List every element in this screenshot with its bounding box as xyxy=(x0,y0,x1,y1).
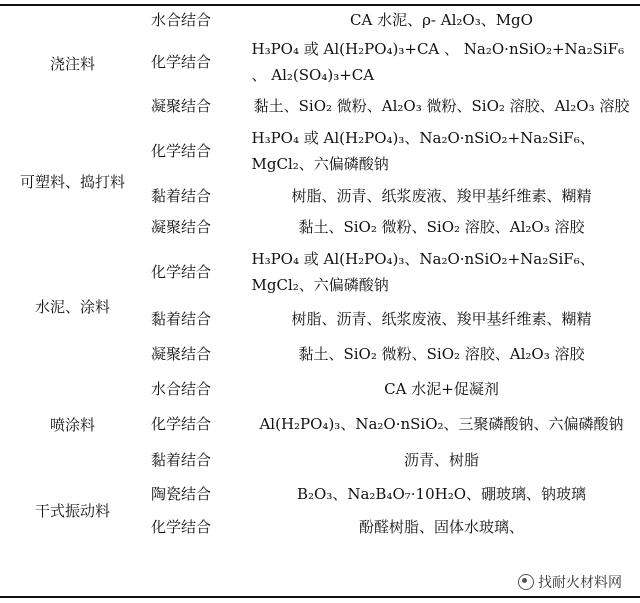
category-cell: 水泥、涂料 xyxy=(34,298,110,316)
materials-cell xyxy=(243,336,640,372)
materials-cell xyxy=(243,478,640,510)
materials-text: 黏土、SiO₂ 微粉、Al₂O₃ 微粉、SiO₂ 溶胶、Al₂O₃ 溶胶 xyxy=(253,97,630,115)
binding-agent-table xyxy=(0,6,640,544)
watermark xyxy=(514,571,626,593)
materials-cell xyxy=(243,406,640,442)
table-row xyxy=(0,372,640,406)
materials-cell xyxy=(243,442,640,478)
materials-cell xyxy=(243,90,640,122)
materials-text: 沥青、树脂 xyxy=(403,451,479,469)
category-cell: 浇注料 xyxy=(49,55,95,73)
binding-type-cell: 凝聚结合 xyxy=(151,345,212,363)
materials-text: 酚醛树脂、固体水玻璃、 xyxy=(358,518,524,536)
binding-type-cell: 陶瓷结合 xyxy=(151,485,212,503)
binding-type-cell: 化学结合 xyxy=(151,518,212,536)
materials-text: H₃PO₄ 或 Al(H₂PO₄)₃、Na₂O·nSiO₂+Na₂SiF₆、MgCl₂、六偏磷酸钠 xyxy=(251,250,595,294)
table-row xyxy=(0,6,640,34)
binding-type-cell: 凝聚结合 xyxy=(151,218,212,236)
materials-cell xyxy=(243,212,640,242)
materials-cell xyxy=(243,302,640,336)
materials-text: 树脂、沥青、纸浆废液、羧甲基纤维素、糊精 xyxy=(291,187,592,205)
materials-text: 黏土、SiO₂ 微粉、SiO₂ 溶胶、Al₂O₃ 溶胶 xyxy=(298,218,585,236)
binding-type-cell: 黏着结合 xyxy=(151,310,212,328)
materials-text: CA 水泥+促凝剂 xyxy=(384,380,499,398)
materials-text: Al(H₂PO₄)₃、Na₂O·nSiO₂、三聚磷酸钠、六偏磷酸钠 xyxy=(259,415,624,433)
binding-type-cell: 水合结合 xyxy=(151,11,212,29)
materials-text: B₂O₃、Na₂B₄O₇·10H₂O、硼玻璃、钠玻璃 xyxy=(296,485,587,503)
table-row xyxy=(0,478,640,510)
materials-cell xyxy=(243,122,640,180)
materials-cell xyxy=(243,372,640,406)
binding-type-cell: 化学结合 xyxy=(151,53,212,71)
binding-type-cell: 化学结合 xyxy=(151,415,212,433)
category-cell: 可塑料、捣打料 xyxy=(19,173,125,191)
table-bottom-rule xyxy=(0,596,640,598)
table-row xyxy=(0,242,640,302)
category-cell: 喷涂料 xyxy=(49,416,95,434)
materials-cell xyxy=(243,242,640,302)
materials-cell xyxy=(243,34,640,90)
binding-type-cell: 水合结合 xyxy=(151,380,212,398)
materials-text: 黏土、SiO₂ 微粉、SiO₂ 溶胶、Al₂O₃ 溶胶 xyxy=(298,345,585,363)
materials-text: H₃PO₄ 或 Al(H₂PO₄)₃、Na₂O·nSiO₂+Na₂SiF₆、MgCl₂、六偏磷酸钠 xyxy=(251,129,595,173)
materials-cell xyxy=(243,180,640,212)
materials-cell xyxy=(243,510,640,544)
binding-type-cell: 凝聚结合 xyxy=(151,97,212,115)
materials-text: 树脂、沥青、纸浆废液、羧甲基纤维素、糊精 xyxy=(291,310,592,328)
binding-type-cell: 化学结合 xyxy=(151,142,212,160)
category-cell: 干式振动料 xyxy=(34,502,110,520)
materials-text: H₃PO₄ 或 Al(H₂PO₄)₃+CA 、 Na₂O·nSiO₂+Na₂SiF₆ 、 Al₂(SO₄)₃+CA xyxy=(251,40,625,84)
materials-cell xyxy=(243,6,640,34)
wechat-icon xyxy=(518,574,534,590)
binding-type-cell: 化学结合 xyxy=(151,263,212,281)
materials-text: CA 水泥、ρ- Al₂O₃、MgO xyxy=(350,11,533,29)
table-row xyxy=(0,122,640,180)
watermark-text: 找耐火材料网 xyxy=(538,575,622,591)
binding-type-cell: 黏着结合 xyxy=(151,451,212,469)
binding-type-cell: 黏着结合 xyxy=(151,187,212,205)
